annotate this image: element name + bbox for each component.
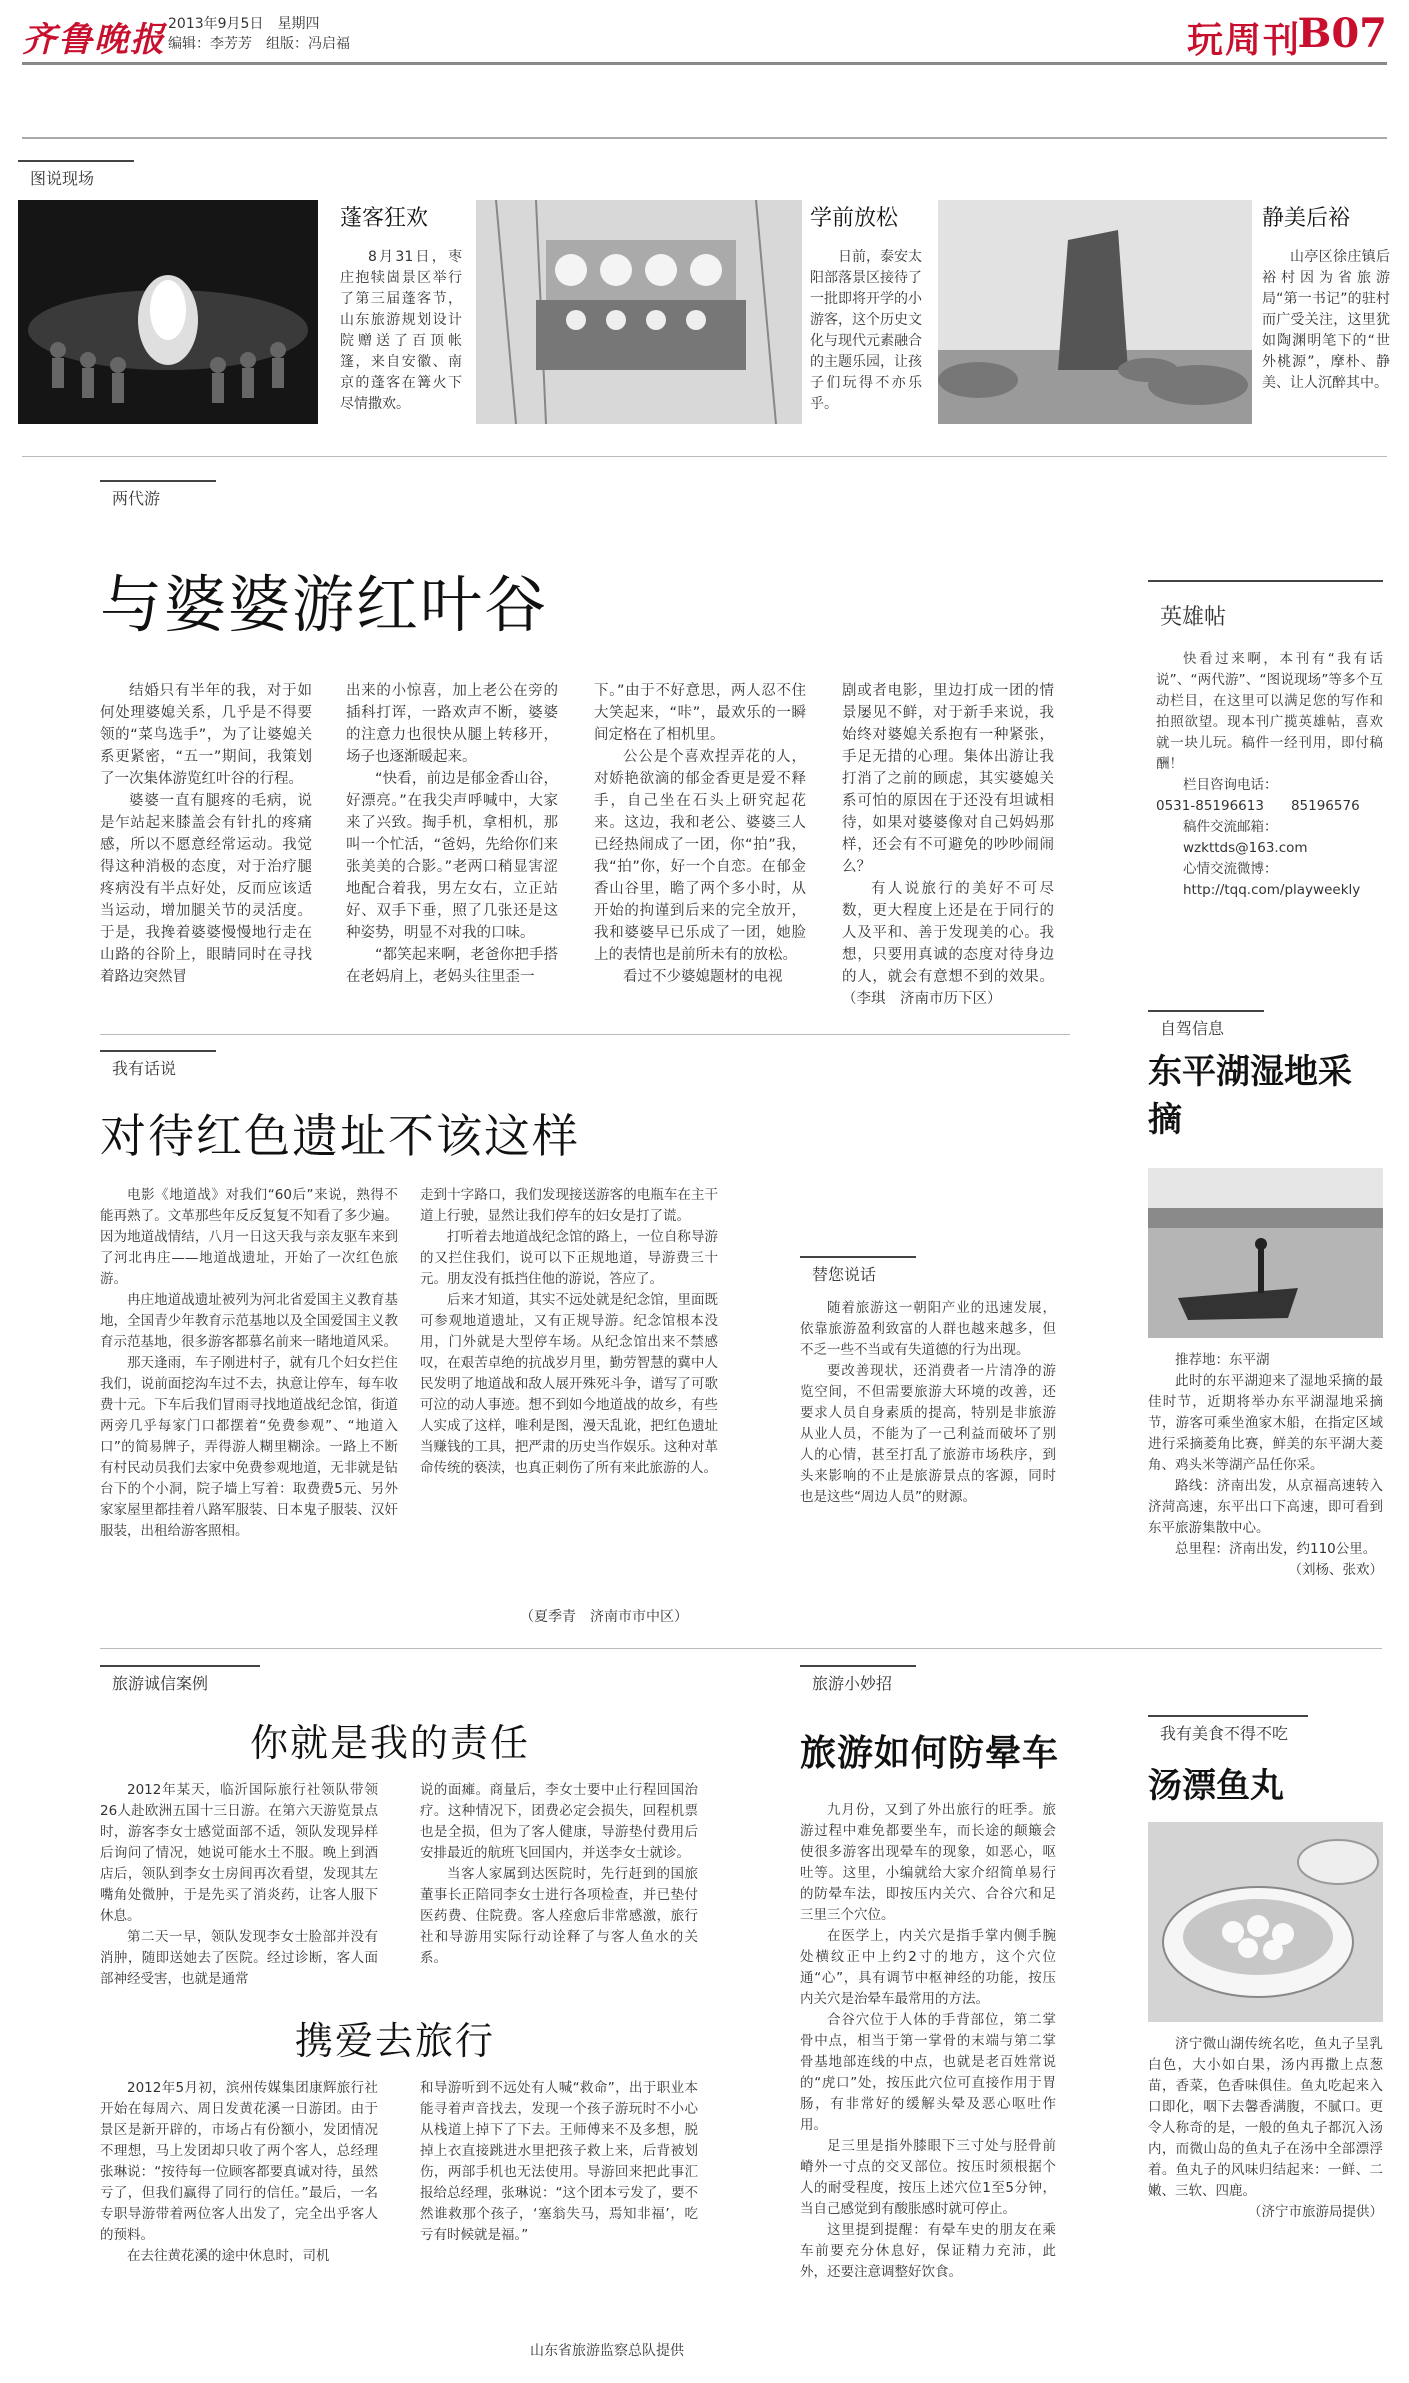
paragraph: 济宁微山湖传统名吃，鱼丸子呈乳白色，大小如白果，汤内再撒上点葱苗，香菜，色香味俱佳。鱼丸吃起来入口即化，咽下去馨香满腹，不腻口。更令人称奇的是，一般的鱼丸子都沉入汤内，而微山岛的鱼丸子在汤中全部漂浮着。鱼丸子的风味归结起来：一鲜、二嫩、三软、四鹿。 bbox=[1148, 2036, 1383, 2199]
paragraph: 2012年5月初，滨州传媒集团康辉旅行社开始在每周六、周日发黄花溪一日游团。由于景区是新开辟的，市场占有份额小，发团情况不理想，马上发团却只收了两个客人，总经理张琳说：“按待每一位顾客都要真诚对待，虽然亏了，但我们赢得了同行的信任。”最后，一名专职导游带着两位客人出发了，完全出乎客人的预料。 bbox=[100, 2080, 378, 2243]
article1-col3 bbox=[594, 680, 806, 988]
photo-caption-title: 静美后裕 bbox=[1262, 206, 1351, 231]
sidebar2-byline: （刘杨、张欢） bbox=[1288, 1562, 1383, 1578]
article2-byline: （夏季青 济南市市中区） bbox=[520, 1609, 688, 1625]
paragraph: 有人说旅行的美好不可尽数，更大程度上还是在于同行的人及平和、善于发现美的心。我想，只要用真诚的态度对待身边的人，就会有意想不到的效果。（李琪 济南市历下区） bbox=[842, 881, 1054, 1007]
sidebar2-title: 东平湖湿地采摘 bbox=[1148, 1052, 1352, 1140]
paragraph: 在去往黄花溪的途中休息时，司机 bbox=[127, 2248, 330, 2264]
paragraph: 冉庄地道战遗址被列为河北省爱国主义教育基地，全国青少年教育示范基地以及全国爱国主义教育示范基地，很多游客都慕名前来一睹地道风采。 bbox=[100, 1292, 398, 1350]
paragraph: 下。”由于不好意思，两人忍不住大笑起来，“咔”，最欢乐的一瞬间定格在了相机里。 bbox=[594, 683, 806, 743]
photo-caption-text: 山亭区徐庄镇后裕村因为省旅游局“第一书记”的驻村而广受关注，这里犹如陶渊明笔下的“世外桃源”，摩朴、静美、让人沉醉其中。 bbox=[1262, 249, 1390, 391]
fishball-illustration bbox=[1148, 1822, 1383, 2022]
sidebar3-byline: （济宁市旅游局提供） bbox=[1248, 2204, 1383, 2220]
contact-line: 稿件交流邮箱： bbox=[1183, 819, 1278, 835]
bonfire-photo bbox=[18, 200, 318, 424]
paragraph: 2012年某天，临沂国际旅行社领队带领26人赴欧洲五国十三日游。在第六天游览景点时，游客李女士感觉面部不适，领队发现异样后询问了情况，她说可能水土不服。晚上到酒店后，领队到李女士房间再次看望，发现其左嘴角处微肿，于是先买了消炎药，让客人服下休息。 bbox=[100, 1782, 378, 1924]
paragraph: 公公是个喜欢捏弄花的人，对娇艳欲滴的郁金香更是爱不释手，自己坐在石头上研究起花来。这边，我和老公、婆婆三人已经热闹成了一团，你“拍”我，我“拍”你，好一个自恋。在郁金香山谷里，瞻了两个多小时，从开始的拘谨到后来的完全放开，我和婆婆早已乐成了一团，她脸上的表情也是前所未有的放松。 bbox=[594, 749, 806, 963]
divider bbox=[100, 1648, 1382, 1649]
paragraph: 要改善现状，还消费者一片清净的游览空间，不但需要旅游大环境的改善，还要求人员自身素质的提高，特别是非旅游从业人员，不能为了一己利益而破坏了别人的心情，甚至打乱了旅游市场秩序，到头来影响的不止是旅游景点的客源，同时也是这些“周边人员”的财源。 bbox=[800, 1363, 1056, 1505]
article3-tag: 旅游诚信案例 bbox=[100, 1665, 260, 1691]
paragraph: 出来的小惊喜，加上老公在旁的插科打诨，一路欢声不断，婆婆的注意力也很快从腿上转移开，场子也逐渐暖起来。 bbox=[346, 683, 558, 765]
photo-caption-title: 学前放松 bbox=[810, 206, 899, 231]
paragraph: 剧或者电影，里边打成一团的情景屡见不鲜，对于新手来说，我始终对婆媳关系抱有一种紧张，手足无措的心理。集体出游让我打消了之前的顾虑，其实婆媳关系可怕的原因在于还没有坦诚相待，如果对婆婆像对自己妈妈那样，还会有不可避免的吵吵闹闹么？ bbox=[842, 683, 1054, 875]
paragraph: 婆婆一直有腿疼的毛病，说是乍站起来膝盖会有针扎的疼痛感，所以不愿意经常运动。我觉得这种消极的态度，对于治疗腿疼病没有半点好处，反而应该适当运动，增加腿关节的灵活度。于是，我搀着婆婆慢慢地行走在山路的谷阶上，眼睛同时在寻找着路边突然冒 bbox=[100, 793, 312, 985]
mid-box-tag: 替您说话 bbox=[800, 1256, 916, 1282]
kids-ride-illustration bbox=[476, 200, 802, 424]
paragraph: 后来才知道，其实不远处就是纪念馆，里面既可参观地道遗址，又有正规导游。纪念馆根本没用，门外就是大型停车场。从纪念馆出来不禁感叹，在艰苦卓绝的抗战岁月里，勤劳智慧的冀中人民发明了地道战和敌人展开殊死斗争，谱写了可歌可泣的动人事迹。想不到如今地道战的故乡，有些人实成了这样，唯利是图，漫天乱讹，把红色遗址当赚钱的工具，把严肃的历史当作娱乐。这种对革命传统的亵渎，也真正刺伤了所有来此旅游的人。 bbox=[420, 1292, 718, 1476]
sidebar-heroes bbox=[1148, 580, 1383, 1020]
paragraph: 第二天一早，领队发现李女士脸部并没有消肿，随即送她去了医院。经过诊断，客人面部神经受害，也就是通常 bbox=[100, 1929, 378, 1987]
sidebar2-text bbox=[1148, 1350, 1383, 1581]
photo-caption-title: 蓬客狂欢 bbox=[340, 206, 429, 231]
article2-title: 对待红色遗址不该这样 bbox=[100, 1109, 580, 1163]
article3-title1: 你就是我的责任 bbox=[250, 1721, 531, 1765]
paragraph: 足三里是指外膝眼下三寸处与胫骨前嵴外一寸点的交叉部位。按压时须根据个人的耐受程度，按压上述穴位1至5分钟，当自己感觉到有酸胀感时就可停止。 bbox=[800, 2138, 1056, 2217]
paragraph: “快看，前边是郁金香山谷，好漂亮。”在我尖声呼喊中，大家来了兴致。掏手机，拿相机，那叫一个忙活，“爸妈，先给你们来张美美的合影。”老两口稍显害涩地配合着我，男左女右，立正站好、双手下垂，照了几张还是这种姿势，明显不对我的口味。 bbox=[346, 771, 558, 941]
kids-ride-photo bbox=[476, 200, 802, 424]
paragraph: 总里程：济南出发，约110公里。 bbox=[1175, 1541, 1377, 1557]
photo-caption-1 bbox=[340, 205, 462, 415]
article4-tag: 旅游小妙招 bbox=[800, 1665, 916, 1691]
article2-tag: 我有话说 bbox=[100, 1050, 216, 1076]
editors-line: 编辑：李芳芳 组版：冯启福 bbox=[168, 36, 350, 52]
paragraph: “都笑起来啊，老爸你把手搭在老妈肩上，老妈头往里歪一 bbox=[346, 947, 558, 985]
article3-title2: 携爱去旅行 bbox=[295, 2019, 496, 2063]
article3-story1-col1 bbox=[100, 1780, 378, 1990]
bonfire-illustration bbox=[18, 200, 318, 424]
paragraph: 结婚只有半年的我，对于如何处理婆媳关系，几乎是不得要领的“菜鸟选手”，为了让婆媳关系更紧密，“五一”期间，我策划了一次集体游览红叶谷的行程。 bbox=[100, 683, 312, 787]
mid-box-text bbox=[800, 1298, 1056, 1508]
photo-caption-3 bbox=[1262, 205, 1390, 394]
stone-monument-photo bbox=[938, 200, 1252, 424]
article3-byline: 山东省旅游监察总队提供 bbox=[530, 2343, 684, 2359]
contact-phone: 0531-85196613 85196576 bbox=[1156, 798, 1360, 814]
article2-col1 bbox=[100, 1185, 398, 1542]
section-rule bbox=[22, 137, 1387, 139]
masthead bbox=[22, 12, 1387, 60]
paragraph: 打听着去地道战纪念馆的路上，一位自称导游的又拦住我们，说可以下正规地道，导游费三十元。朋友没有抵挡住他的游说，答应了。 bbox=[420, 1229, 718, 1287]
paragraph: 和导游听到不远处有人喊“救命”，出于职业本能寻着声音找去，发现一个孩子游玩时不小心从栈道上掉下了下去。王师傅来不及多想，脱掉上衣直接跳进水里把孩子救上来，后背被划伤，两部手机也无法使用。导游回来把此事汇报给总经理，张琳说：“这个团本亏发了，要不然谁救那个孩子，‘塞翁失马，焉知非福’，吃亏有时候就是福。” bbox=[420, 2080, 698, 2243]
article1-col4 bbox=[842, 680, 1054, 1010]
article1-title: 与婆婆游红叶谷 bbox=[100, 568, 549, 641]
contact-weibo[interactable]: http://tqq.com/playweekly bbox=[1183, 882, 1361, 898]
sidebar3-title: 汤漂鱼丸 bbox=[1148, 1766, 1284, 1806]
sidebar2-tag: 自驾信息 bbox=[1148, 1010, 1264, 1036]
paragraph: 说的面瘫。商量后，李女士要中止行程回国治疗。这种情况下，团费必定会损失，回程机票也是全损，但为了客人健康，导游垫付费用后安排最近的航班飞回国内，并送李女士就诊。 bbox=[420, 1782, 698, 1861]
stone-monument-illustration bbox=[938, 200, 1252, 424]
contact-line: 心情交流微博： bbox=[1183, 861, 1278, 877]
article1-col1 bbox=[100, 680, 312, 988]
article4-text bbox=[800, 1800, 1056, 2283]
issue-date: 2013年9月5日 星期四 bbox=[168, 16, 320, 32]
article2-col2 bbox=[420, 1185, 718, 1479]
divider bbox=[100, 1034, 1070, 1035]
paragraph: 推荐地：东平湖 bbox=[1175, 1352, 1270, 1368]
fishball-photo bbox=[1148, 1822, 1383, 2022]
paragraph: 电影《地道战》对我们“60后”来说，熟得不能再熟了。文革那些年反反复复不知看了多少遍。因为地道战情结，八月一日这天我与亲友驱车来到了河北冉庄——地道战遗址，开始了一次红色旅游。 bbox=[100, 1187, 398, 1287]
divider bbox=[22, 456, 1387, 457]
paragraph: 快看过来啊，本刊有“我有话说”、“两代游”、“图说现场”等多个互动栏目，在这里可以满足您的写作和拍照欲望。现本刊广揽英雄帖，喜欢就一块儿玩。稿件一经刊用，即付稿酬！ bbox=[1156, 651, 1383, 772]
photo-section-tag: 图说现场 bbox=[18, 160, 134, 186]
photo-caption-text: 日前，泰安太阳部落景区接待了一批即将开学的小游客，这个历史文化与现代元素融合的主题乐园，让孩子们玩得不亦乐乎。 bbox=[810, 249, 922, 412]
masthead-meta bbox=[168, 14, 350, 54]
paragraph: 在医学上，内关穴是指手掌内侧手腕处横纹正中上约2寸的地方，这个穴位通“心”，具有调节中枢神经的功能，按压内关穴是治晕车最常用的方法。 bbox=[800, 1928, 1056, 2007]
section-name: 玩周刊 bbox=[1186, 20, 1301, 61]
paragraph: 合谷穴位于人体的手背部位，第二掌骨中点，相当于第一掌骨的末端与第二掌骨基地部连线的中点，也就是老百姓常说的“虎口”处，按压此穴位可直接作用于胃肠，有非常好的缓解头晕及恶心呕吐作用。 bbox=[800, 2012, 1056, 2133]
contact-line: 栏目咨询电话： bbox=[1183, 777, 1278, 793]
paragraph: 这里提到提醒：有晕车史的朋友在乘车前要充分休息好，保证精力充沛，此外，还要注意调整好饮食。 bbox=[800, 2222, 1056, 2280]
article1-col2 bbox=[346, 680, 558, 988]
sidebar3-tag: 我有美食不得不吃 bbox=[1148, 1715, 1308, 1741]
paragraph: 当客人家属到达医院时，先行赶到的国旅董事长正陪同李女士进行各项检查，并已垫付医药费、住院费。客人痊愈后非常感激，旅行社和导游用实际行动诠释了与客人鱼水的关系。 bbox=[420, 1866, 698, 1966]
sidebar-heroes-title: 英雄帖 bbox=[1160, 605, 1227, 630]
article3-story2-col1 bbox=[100, 2078, 378, 2267]
masthead-rule bbox=[22, 62, 1387, 65]
paragraph: 路线：济南出发，从京福高速转入济菏高速，东平出口下高速，即可看到东平旅游集散中心。 bbox=[1148, 1478, 1383, 1536]
page-number: B07 bbox=[1297, 10, 1387, 57]
boat-illustration bbox=[1148, 1168, 1383, 1338]
sidebar-heroes-text bbox=[1148, 631, 1383, 901]
article1-tag: 两代游 bbox=[100, 480, 216, 506]
article3-story1-col2 bbox=[420, 1780, 698, 1969]
photo-caption-text: 8月31日，枣庄抱犊崮景区举行了第三届蓬客节，山东旅游规划设计院赠送了百顶帐篷，来自安徽、南京的蓬客在篝火下尽情撒欢。 bbox=[340, 249, 462, 412]
boat-photo bbox=[1148, 1168, 1383, 1338]
article4-title: 旅游如何防晕车 bbox=[800, 1733, 1060, 1774]
paragraph: 九月份，又到了外出旅行的旺季。旅游过程中难免都要坐车，而长途的颠簸会使很多游客出现晕车的现象，如恶心，呕吐等。这里，小编就给大家介绍简单易行的防晕车法，即按压内关穴、合谷穴和足三里三个穴位。 bbox=[800, 1802, 1056, 1923]
contact-email[interactable]: wzkttds@163.com bbox=[1183, 840, 1308, 856]
paragraph: 那天逢雨，车子刚进村子，就有几个妇女拦住我们，说前面挖沟车过不去，执意让停车，每车收费十元。下车后我们冒雨寻找地道战纪念馆，街道两旁几乎每家门口都摆着“免费参观”、“地道入口”的简易牌子，弄得游人糊里糊涂。一路上不断有村民动员我们去家中免费参观地道，无非就是钻台下的个小洞，院子墙上写着：取费费5元、另外家家屋里都挂着八路军服装、日本鬼子服装、汉奸服装，出租给游客照相。 bbox=[100, 1355, 398, 1539]
paragraph: 此时的东平湖迎来了湿地采摘的最佳时节，近期将举办东平湖湿地采摘节，游客可乘坐渔家木船，在指定区域进行采摘菱角比赛，鲜美的东平湖大菱角、鸡头米等湖产品任你采。 bbox=[1148, 1373, 1383, 1473]
paragraph: 看过不少婆媳题材的电视 bbox=[623, 969, 783, 985]
paragraph: 走到十字路口，我们发现接送游客的电瓶车在主干道上行驶，显然让我们停车的妇女是打了谎。 bbox=[420, 1187, 718, 1224]
paragraph: 随着旅游这一朝阳产业的迅速发展，依靠旅游盈利致富的人群也越来越多，但不乏一些不当或有失道德的行为出现。 bbox=[800, 1300, 1056, 1358]
sidebar3-text bbox=[1148, 2034, 1383, 2223]
article3-story2-col2 bbox=[420, 2078, 698, 2246]
newspaper-logo: 齐鲁晚报 bbox=[22, 20, 166, 60]
photo-caption-2 bbox=[810, 205, 922, 415]
